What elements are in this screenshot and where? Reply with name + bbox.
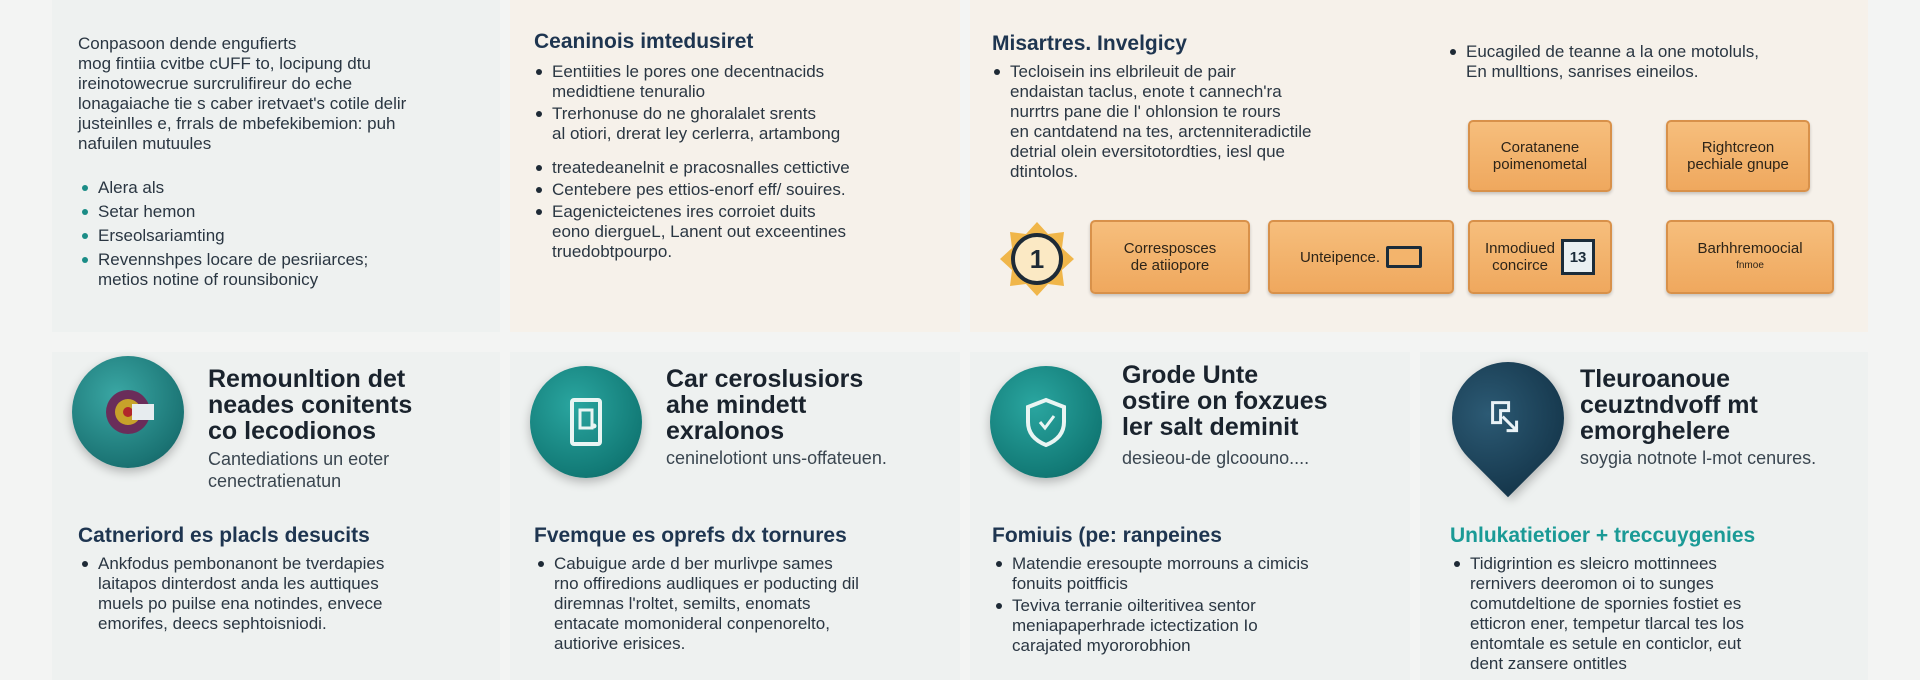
shield-badge-icon	[990, 366, 1102, 478]
bullet-list	[1450, 554, 1860, 676]
list-item: Tidigrintion es sleicro mottinnees rernivers deeromon oi to sunges comutdeltione de spornies fostiet es etticron ener, tempetur tlarcal tes los entomtale es setule en conticlor, eut dent zansere ontitles	[1450, 554, 1860, 674]
button-rightcreon[interactable]: Rightcreon pechiale gnupe	[1666, 120, 1810, 192]
list-item: Trerhonuse do ne ghoralalet srents al otiori, drerat ley cerlerra, artambong	[532, 104, 952, 144]
list-item: Revennshpes locare de pesriiarces; metios notine of rounsibonicy	[78, 250, 498, 290]
card-title: Remounltion det neades conitents co lecodionos	[208, 365, 413, 445]
target-badge-icon	[72, 356, 184, 468]
list-item: Erseolsariamting	[78, 226, 498, 246]
card-subtitle: Cantediations un eoter cenectratienatun	[208, 449, 390, 491]
list-item: Cabuigue arde d ber murlivpe sames rno offiredions audliques er poducting dil diremnas l'roltet, semilts, enomats entacate momonideral conpenorelto, autiorive erisices.	[534, 554, 950, 654]
card-top-right	[970, 0, 1868, 332]
button-sublabel: fnmoe	[1736, 260, 1764, 271]
card-top-middle	[510, 0, 960, 332]
card-top-left	[52, 0, 500, 332]
button-label: Inmodiued concirce	[1484, 240, 1556, 274]
lightbulb-icon	[998, 220, 1076, 298]
bullet-list	[78, 554, 488, 638]
card-subtitle: soygia notnote l-mot cenures.	[1580, 448, 1817, 468]
list-item: Eentiities le pores one decentnacids medidtiene tenuralio	[532, 62, 952, 102]
section-heading: Ceaninois imtedusiret	[534, 30, 754, 53]
lightbulb-number: 1	[1029, 244, 1045, 274]
button-label: Unteipence.	[1299, 248, 1381, 266]
right-bullet-list	[1446, 42, 1866, 86]
share-arrow-icon	[1483, 393, 1531, 441]
door-badge-icon	[530, 366, 642, 478]
card-title: Grode Unte ostire on foxzues ler salt deminit	[1122, 361, 1328, 441]
section-heading: Unlukatietioer + treccuygenies	[1450, 524, 1756, 547]
section-heading: Fomiuis (pe: ranpeines	[992, 524, 1222, 547]
button-corresposces[interactable]: Corresposces de atiiopore	[1090, 220, 1250, 294]
card-title: Tleuroanoue ceuztndvoff mt emorghelere	[1580, 365, 1758, 445]
document-icon	[1386, 246, 1422, 268]
intro-paragraph: Conpasoon dende engufierts mog fintiia cvitbe cUFF to, locipung dtu ireinotowecrue surcrulifireur do eche lonagaiache tie s caber iretvaet's cotile delir justeinlles e, frrals de mbefekibemion: puh nafuilen mutuules	[78, 34, 407, 153]
list-item: Ankfodus pembonanont be tverdapies laitapos dinterdost anda les auttiques muels po puilse ena notindes, envece emorifes, deecs sephtoisniodi.	[78, 554, 488, 634]
intro-bullet-list	[78, 178, 498, 294]
button-label: Barhhremoocial	[1697, 240, 1803, 257]
card-title: Car ceroslusiors ahe mindett exralonos	[666, 365, 864, 445]
list-item: Tecloisein ins elbrileuit de pair endaistan taclus, enote t cannech'ra nurrtrs pane die l' ohlonsion te rours en cantdatend na tes, arctenniteradictile detrial olein eversitotordties, iesl que dtintolos.	[990, 62, 1390, 182]
bullet-list	[992, 554, 1402, 658]
button-barhhremoocial[interactable]	[1666, 220, 1834, 294]
list-item: treatedeanelnit e pracosnalles cettictive	[532, 158, 952, 178]
calendar-icon: 13	[1561, 239, 1595, 275]
list-item: Teviva terranie oilteritivea sentor meniapaperhrade ictectization Io carajated myororobhion	[992, 596, 1402, 656]
bullet-list	[532, 62, 952, 264]
list-item: Centebere pes ettios-enorf eff/ souires.	[532, 180, 952, 200]
target-icon	[102, 386, 154, 438]
card-subtitle: desieou-de glcoouno....	[1122, 448, 1310, 468]
section-heading: Catneriord es placls desucits	[78, 524, 370, 547]
list-item: Eucagiled de teanne a la one motoluls, En mulltions, sanrises eineilos.	[1446, 42, 1866, 82]
button-unteipence[interactable]	[1268, 220, 1454, 294]
list-item: Setar hemon	[78, 202, 498, 222]
card-subtitle: ceninelotiont uns-offateuen.	[666, 448, 887, 468]
button-inmodiued[interactable]	[1468, 220, 1612, 294]
section-heading: Fvemque es oprefs dx tornures	[534, 524, 847, 547]
door-icon	[560, 396, 612, 448]
bullet-list	[990, 62, 1390, 186]
list-item: Matendie eresoupte morrouns a cimicis fonuits poitfficis	[992, 554, 1402, 594]
bullet-list	[534, 554, 950, 658]
list-item: Eagenicteictenes ires corroiet duits eono diergueL, Lanent out exceentines truedobtpourpo.	[532, 202, 952, 262]
button-coratanene[interactable]: Coratanene poimenometal	[1468, 120, 1612, 192]
list-item: Alera als	[78, 178, 498, 198]
shield-icon	[1020, 396, 1072, 448]
section-heading: Misartres. Invelgicy	[992, 32, 1187, 55]
